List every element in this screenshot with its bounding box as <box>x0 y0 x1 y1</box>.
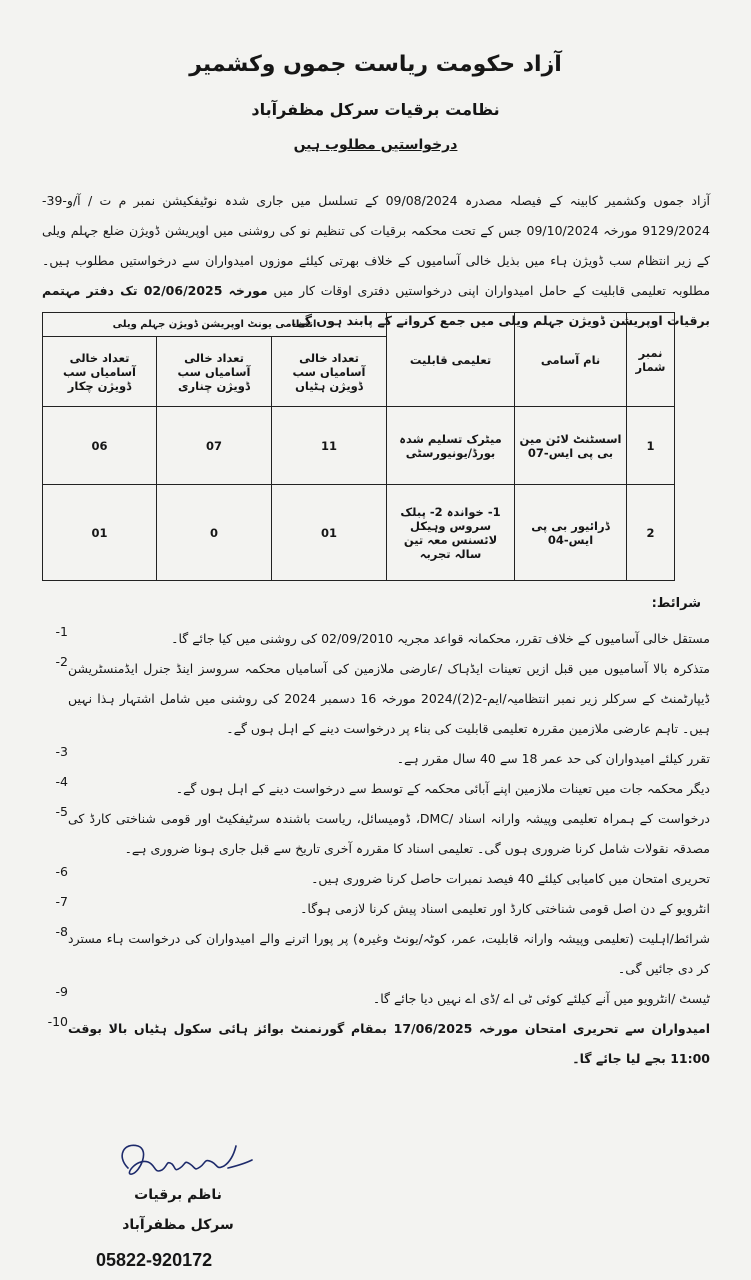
condition-number: -8 <box>55 924 68 939</box>
condition-text: تقرر کیلئے امیدواران کی حد عمر 18 سے 40 سال مقرر ہے۔ <box>396 751 710 766</box>
header-serial: نمبر شمار <box>627 313 675 407</box>
conditions-list <box>40 624 710 1074</box>
condition-item <box>40 924 710 984</box>
condition-text: ٹیسٹ /انٹرویو میں آنے کیلئے کوئی ٹی اے /ڈی اے نہیں دیا جائے گا۔ <box>372 991 710 1006</box>
row-count: 06 <box>43 407 157 485</box>
condition-number: -9 <box>55 984 68 999</box>
table-row <box>43 407 675 485</box>
condition-item <box>40 894 710 924</box>
condition-text: تحریری امتحان میں کامیابی کیلئے 40 فیصد نمبرات حاصل کرنا ضروری ہیں۔ <box>311 871 710 886</box>
header-qualification: تعلیمی قابلیت <box>387 313 515 407</box>
row-count: 01 <box>43 485 157 581</box>
signatory-block <box>118 1180 238 1240</box>
condition-number: -5 <box>55 804 68 819</box>
condition-text: امیدواران سے تحریری امتحان مورخہ 17/06/2025 بمقام گورنمنٹ بوائز ہائی سکول ہٹیاں بالا بوقت 11:00 بجے لیا جائے گا۔ <box>68 1021 710 1066</box>
condition-number: -1 <box>55 624 68 639</box>
condition-item <box>40 744 710 774</box>
condition-number: -2 <box>55 654 68 669</box>
condition-item <box>40 624 710 654</box>
condition-item <box>40 984 710 1014</box>
condition-text: انٹرویو کے دن اصل قومی شناختی کارڈ اور تعلیمی اسناد پیش کرنا لازمی ہوگا۔ <box>300 901 710 916</box>
signatory-title: ناظم برقیات <box>134 1187 222 1203</box>
header-subdivision-chakar: تعداد خالی آسامیاں سب ڈویژن چکار <box>43 337 157 407</box>
condition-text: شرائط/اہلیت (تعلیمی وپیشہ وارانہ قابلیت، عمر، کوٹہ/یونٹ وغیرہ) پر پورا اترنے والے امیدواران کی درخواست ہاء مسترد کر دی جائیں گی۔ <box>68 931 710 976</box>
condition-item <box>40 864 710 894</box>
contact-phone: 05822-920172 <box>96 1250 213 1270</box>
condition-text: مستقل خالی آسامیوں کے خلاف تقرر، محکمانہ قواعد مجریہ 02/09/2010 کی روشنی میں کیا جائے گا۔ <box>171 631 710 646</box>
row-count: 11 <box>272 407 387 485</box>
signatory-office: سرکل مظفرآباد <box>122 1217 234 1233</box>
intro-text: آزاد جموں وکشمیر کابینہ کے فیصلہ مصدرہ 09/08/2024 کے تسلسل میں جاری شدہ نوٹیفکیشن نمبر م ت / آ/و-39-9129/2024 مورخہ 09/10/2024 جس کے تحت محکمہ برقیات کی تنظیم نو کی روشنی میں اوپریشن ڈویژن ضلع جہلم ویلی کے زیر انتظام سب ڈویژن ہاء میں بذیل خالی آسامیوں کے خلاف بھرتی کیلئے موزوں امیدواران سے درخواستیں مطلوب ہیں۔ مطلوبہ تعلیمی قابلیت کے حامل امیدواران اپنی درخواستیں دفتری اوقات کار میں <box>42 193 711 298</box>
condition-text: درخواست کے ہمراہ تعلیمی وپیشہ وارانہ اسناد /DMC، ڈومیسائل، ریاست باشندہ سرٹیفکیٹ اور قومی شناختی کارڈ کی مصدقہ نقولات شامل کرنا ضروری ہوں گی۔ تعلیمی اسناد کا مقررہ آخری تاریخ سے قبل جاری ہونا ضروری ہے۔ <box>68 811 710 856</box>
condition-item <box>40 1014 710 1074</box>
row-qualification: 1- خواندہ 2- پبلک سروس وہیکل لائسنس معہ تین سالہ تجربہ <box>387 485 515 581</box>
condition-item <box>40 654 710 744</box>
condition-number: -6 <box>55 864 68 879</box>
government-title: آزاد حکومت ریاست جموں وکشمیر <box>189 52 562 77</box>
condition-number: -10 <box>47 1014 68 1029</box>
condition-item <box>40 774 710 804</box>
table-row <box>43 485 675 581</box>
row-serial: 2 <box>627 485 675 581</box>
conditions-title: شرائط: <box>651 596 701 611</box>
row-post: اسسٹنٹ لائن مین بی پی ایس-07 <box>515 407 627 485</box>
condition-text: متذکرہ بالا آسامیوں میں قبل ازیں تعینات ایڈہاک /عارضی ملازمین کی آسامیاں محکمہ سروسز اینڈ جنرل ایڈمنسٹریشن ڈیپارٹمنٹ کے سرکلر زیر نمبر انتظامیہ/ایم-2(2)/2024 مورخہ 16 دسمبر 2024 کی روشنی میں شامل اشتہار ہذا نہیں ہیں۔ تاہم عارضی ملازمین مقررہ تعلیمی قابلیت کی بناء پر درخواست دینے کے اہل ہوں گے۔ <box>68 661 710 736</box>
condition-number: -3 <box>55 744 68 759</box>
row-serial: 1 <box>627 407 675 485</box>
condition-text: دیگر محکمہ جات میں تعینات ملازمین اپنے آبائی محکمہ کے توسط سے درخواست دینے کے اہل ہوں گے۔ <box>175 781 710 796</box>
condition-item <box>40 804 710 864</box>
header-post: نام آسامی <box>515 313 627 407</box>
notice-heading: درخواستیں مطلوب ہیں <box>293 137 458 153</box>
row-count: 0 <box>157 485 272 581</box>
vacancy-table <box>42 312 675 581</box>
intro-deadline: مورخہ 02/06/2025 تک دفتر مہتمم برقیات اوپریشن ڈویژن جہلم ویلی میں جمع کروانے کے پابند ہوں گے۔ <box>42 283 710 328</box>
row-count: 01 <box>272 485 387 581</box>
row-qualification: میٹرک تسلیم شدہ بورڈ/یونیورسٹی <box>387 407 515 485</box>
header-subdivision-hattian: تعداد خالی آسامیاں سب ڈویژن ہٹیاں <box>272 337 387 407</box>
condition-number: -4 <box>55 774 68 789</box>
row-post: ڈرائیور بی پی ایس-04 <box>515 485 627 581</box>
row-count: 07 <box>157 407 272 485</box>
header-admin-unit: انتظامی یونٹ اوپریشن ڈویژن جہلم ویلی <box>43 313 387 337</box>
department-title: نظامت برقیات سرکل مظفرآباد <box>251 100 500 119</box>
condition-number: -7 <box>55 894 68 909</box>
header-subdivision-chinari: تعداد خالی آسامیاں سب ڈویژن چناری <box>157 337 272 407</box>
